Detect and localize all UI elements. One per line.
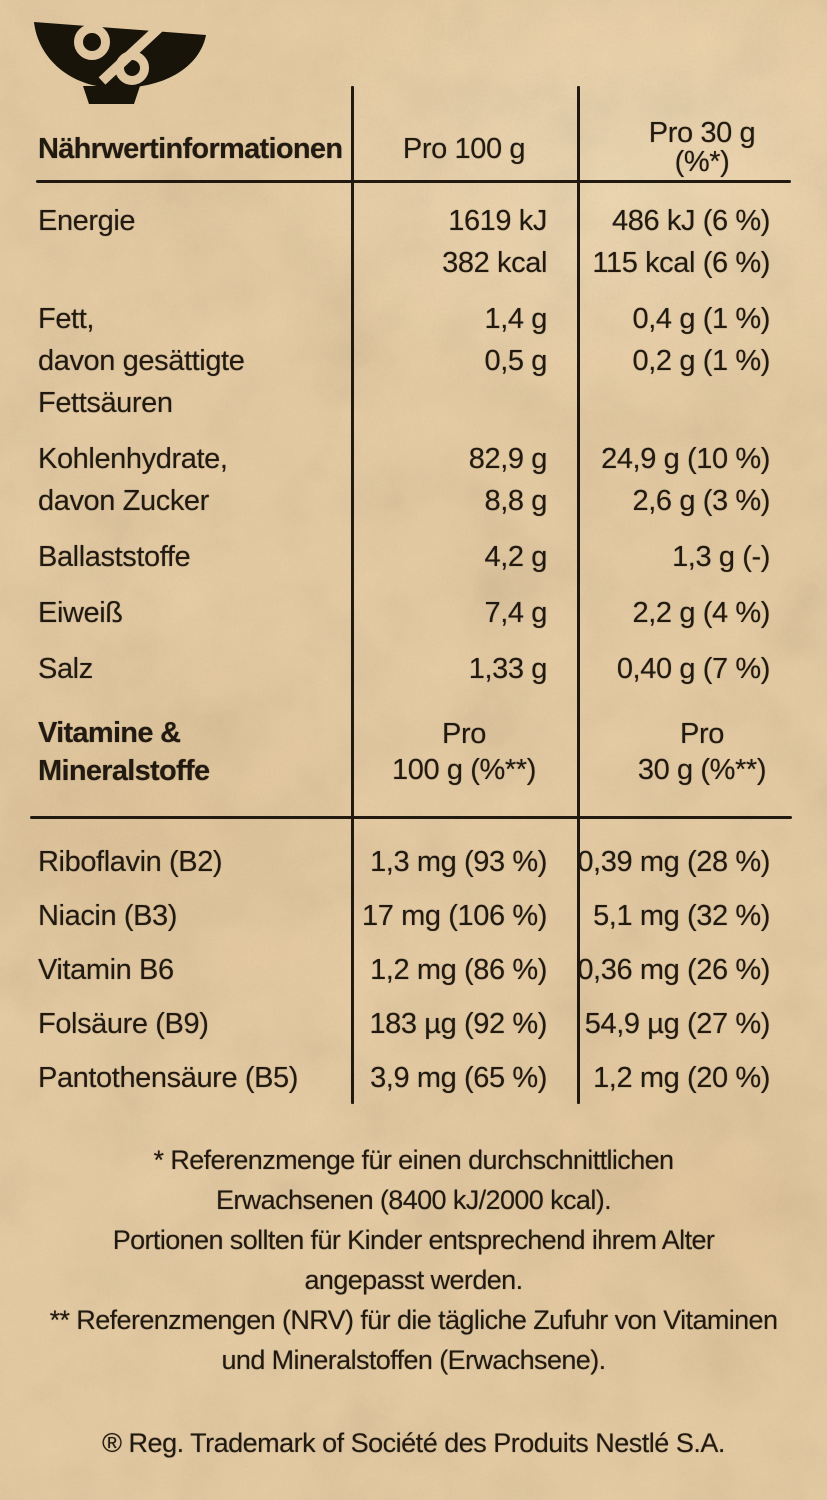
per30-value: 2,2 g (4 %) (632, 597, 770, 629)
header-col-vitamins (0, 714, 351, 790)
footnote-line: und Mineralstoffen (Erwachsene). (221, 1345, 606, 1375)
header-col-product-info: Nährwertinformationen (38, 133, 343, 165)
per100-value: 1,3 mg (93 %) (370, 846, 547, 878)
vitamins-header-line1: Vitamine & (38, 717, 181, 749)
nutrient-label: Salz (38, 653, 93, 685)
per100-value: 7,4 g (484, 597, 547, 629)
vit-per100-line2: 100 g (%**) (392, 754, 536, 786)
nutrient-label: Vitamin B6 (38, 954, 174, 986)
per30-value: 1,2 mg (20 %) (593, 1062, 770, 1094)
nutrient-row (0, 896, 827, 936)
nutrient-row (0, 842, 827, 882)
per30-value: 486 kJ (6 %) 115 kcal (6 %) (592, 205, 770, 279)
vit-per30-line1: Pro (680, 718, 724, 750)
nutrient-label: Pantothensäure (B5) (38, 1062, 299, 1094)
footnote-line: * Referenzmenge für einen durchschnittlichen (153, 1145, 674, 1175)
per100-value: 3,9 mg (65 %) (370, 1062, 547, 1094)
per100-value: 1,2 mg (86 %) (370, 954, 547, 986)
nutrient-row (0, 592, 827, 634)
nutrient-row (0, 1058, 827, 1098)
nutrient-label: Ballaststoffe (38, 541, 191, 573)
header-col-vit-per30 (577, 714, 827, 790)
header-col-per100: Pro 100 g (402, 133, 526, 165)
footnote-line: ** Referenzmengen (NRV) für die tägliche Zufuhr von Vitaminen (49, 1305, 778, 1335)
per100-value: 82,9 g 8,8 g (468, 443, 547, 517)
header-per30-line1: Pro 30 g (648, 117, 756, 149)
percent-bowl-icon (33, 20, 208, 106)
per100-value: 1,4 g 0,5 g (484, 303, 547, 377)
nutrient-label: Niacin (B3) (38, 900, 178, 932)
per100-value: 17 mg (106 %) (362, 900, 547, 932)
nutrient-label: Folsäure (B9) (38, 1008, 209, 1040)
vitamins-table-rows (0, 842, 827, 1112)
vit-per100-line1: Pro (442, 718, 486, 750)
footnotes (20, 1140, 807, 1380)
trademark-note: ® Reg. Trademark of Société des Produits Nestlé S.A. (102, 1428, 725, 1458)
vitamins-header-line2: Mineralstoffe (38, 755, 210, 787)
header-per30-line2: (%*) (674, 146, 730, 178)
per30-value: 5,1 mg (32 %) (593, 900, 770, 932)
per100-value: 1619 kJ 382 kcal (442, 205, 547, 279)
per100-value: 183 µg (92 %) (369, 1008, 547, 1040)
header-col-vit-per100 (351, 714, 577, 790)
nutrient-row (0, 438, 827, 522)
per30-value: 24,9 g (10 %) 2,6 g (3 %) (601, 443, 770, 517)
nutrient-row (0, 950, 827, 990)
nutrient-label: Kohlenhydrate, davon Zucker (38, 443, 228, 517)
nutrition-table-header (0, 108, 827, 180)
per100-value: 1,33 g (468, 653, 547, 685)
footnote-line: angepasst werden. (304, 1265, 523, 1295)
per30-value: 1,3 g (-) (672, 541, 770, 573)
vit-per30-line2: 30 g (%**) (637, 754, 767, 786)
nutrient-row (0, 1004, 827, 1044)
vitamins-table-header (0, 714, 827, 790)
nutrient-label: Fett, davon gesättigte Fettsäuren (38, 303, 245, 419)
nutrient-label: Riboflavin (B2) (38, 846, 223, 878)
per30-value: 0,39 mg (28 %) (577, 846, 770, 878)
per30-value: 0,4 g (1 %) 0,2 g (1 %) (632, 303, 770, 377)
header-rule (36, 180, 791, 183)
nutrient-row (0, 536, 827, 578)
nutrient-row (0, 298, 827, 424)
footnote-line: Portionen sollten für Kinder entsprechend ihrem Alter (112, 1225, 715, 1255)
vitamins-header-rule (30, 816, 792, 819)
per30-value: 0,40 g (7 %) (616, 653, 770, 685)
nutrition-table-rows (0, 200, 827, 704)
per30-value: 54,9 µg (27 %) (584, 1008, 770, 1040)
footnote-line: Erwachsenen (8400 kJ/2000 kcal). (215, 1185, 612, 1215)
nutrient-label: Energie (38, 205, 136, 237)
nutrient-row (0, 200, 827, 284)
header-col-per30 (577, 119, 827, 177)
per30-value: 0,36 mg (26 %) (577, 954, 770, 986)
nutrient-row (0, 648, 827, 690)
nutrient-label: Eiweiß (38, 597, 123, 629)
per100-value: 4,2 g (484, 541, 547, 573)
